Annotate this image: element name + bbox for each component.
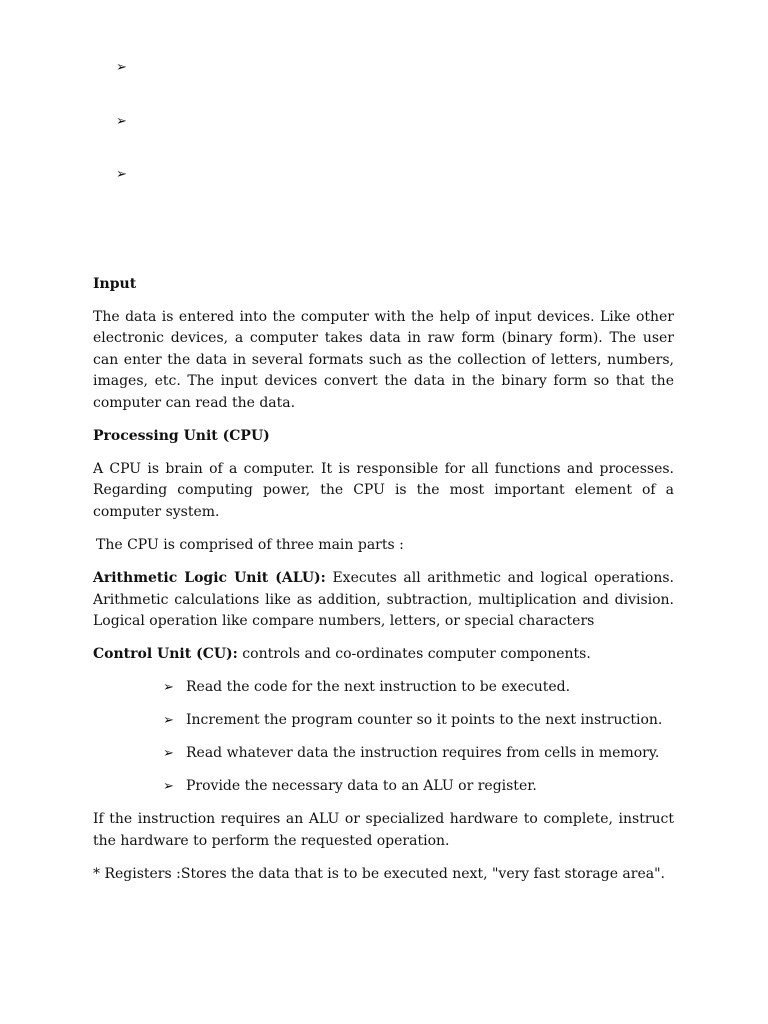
cu-step-text: Increment the program counter so it points to the next instruction. [186,712,663,729]
cu-step-text: Read whatever data the instruction requires from cells in memory. [186,745,660,762]
empty-bullet-2 [116,113,127,131]
cpu-parts-intro: The CPU is comprised of three main parts : [96,536,404,553]
input-heading: Input [93,276,137,292]
alu-paragraph [93,568,674,633]
list-item [93,743,674,765]
arrow-bullet-icon: ➢ [163,746,174,762]
list-item [93,776,674,798]
alu-term: Arithmetic Logic Unit (ALU): [93,570,326,587]
arrow-bullet-icon: ➢ [163,713,174,729]
arrow-bullet-icon: ➢ [163,779,174,795]
arrow-bullet-icon: ➢ [163,680,174,696]
cu-term: Control Unit (CU): [93,646,238,663]
registers-note: * Registers :Stores the data that is to be executed next, "very fast storage area". [93,865,665,882]
cpu-paragraph: A CPU is brain of a computer. It is responsible for all functions and processes. Regarding computing power, the CPU is the most important element of a computer system. [93,460,674,520]
list-item [93,677,674,699]
empty-bullet-1 [116,59,127,77]
arrow-bullet-icon: ➢ [116,114,127,129]
document-body [93,274,674,897]
list-item [93,710,674,732]
input-paragraph: The data is entered into the computer with the help of input devices. Like other electronic devices, a computer takes data in raw form (binary form). The user can enter the data in several formats such as the collection of letters, numbers, images, etc. The input devices convert the data in the binary form so that the computer can read the data. [93,308,674,411]
cu-paragraph [93,644,674,666]
alu-description: Executes all arithmetic and logical operations. Arithmetic calculations like as addition, subtraction, multiplication and division. Logical operation like compare numbers, letters, or special characters [93,570,674,630]
empty-bullet-3 [116,166,127,184]
cpu-heading: Processing Unit (CPU) [93,428,270,445]
closing-paragraph: If the instruction requires an ALU or specialized hardware to complete, instruct the hardware to perform the requested operation. [93,811,674,849]
arrow-bullet-icon: ➢ [116,167,127,182]
arrow-bullet-icon: ➢ [116,60,127,75]
cu-step-text: Read the code for the next instruction to be executed. [186,679,571,696]
cu-steps-list [93,677,674,797]
cu-step-text: Provide the necessary data to an ALU or register. [186,778,537,795]
cu-description: controls and co-ordinates computer components. [237,646,591,663]
